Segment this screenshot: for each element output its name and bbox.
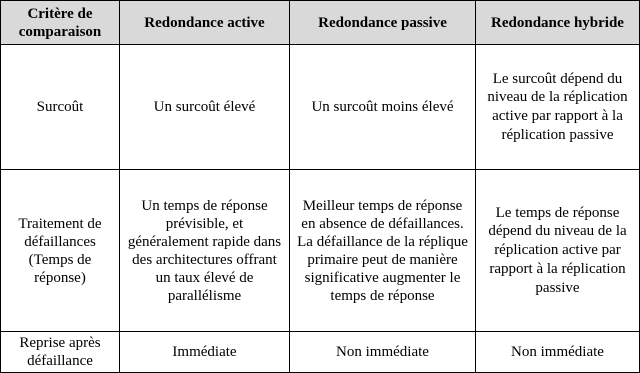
passive-cell: Non immédiate (290, 332, 476, 373)
hybrid-cell: Le temps de réponse dépend du niveau de la réplication active par rapport à la réplication passive (476, 170, 640, 332)
header-hybrid-redundancy: Redondance hybride (476, 1, 640, 45)
passive-cell: Meilleur temps de réponse en absence de défaillances. La défaillance de la réplique primaire peut de manière significative augmenter le temps de réponse (290, 170, 476, 332)
table-row (1, 45, 640, 170)
active-cell: Un temps de réponse prévisible, et généralement rapide dans des architectures offrant un taux élevé de parallélisme (120, 170, 290, 332)
criterion-cell: Surcoût (1, 45, 120, 170)
passive-cell: Un surcoût moins élevé (290, 45, 476, 170)
criterion-cell: Reprise après défaillance (1, 332, 120, 373)
hybrid-cell: Non immédiate (476, 332, 640, 373)
header-passive-redundancy: Redondance passive (290, 1, 476, 45)
header-row (1, 1, 640, 45)
criterion-cell: Traitement de défaillances (Temps de réponse) (1, 170, 120, 332)
header-criterion: Critère de comparaison (1, 1, 120, 45)
active-cell: Immédiate (120, 332, 290, 373)
table-row (1, 170, 640, 332)
header-active-redundancy: Redondance active (120, 1, 290, 45)
table-row (1, 332, 640, 373)
hybrid-cell: Le surcoût dépend du niveau de la réplication active par rapport à la réplication passive (476, 45, 640, 170)
active-cell: Un surcoût élevé (120, 45, 290, 170)
